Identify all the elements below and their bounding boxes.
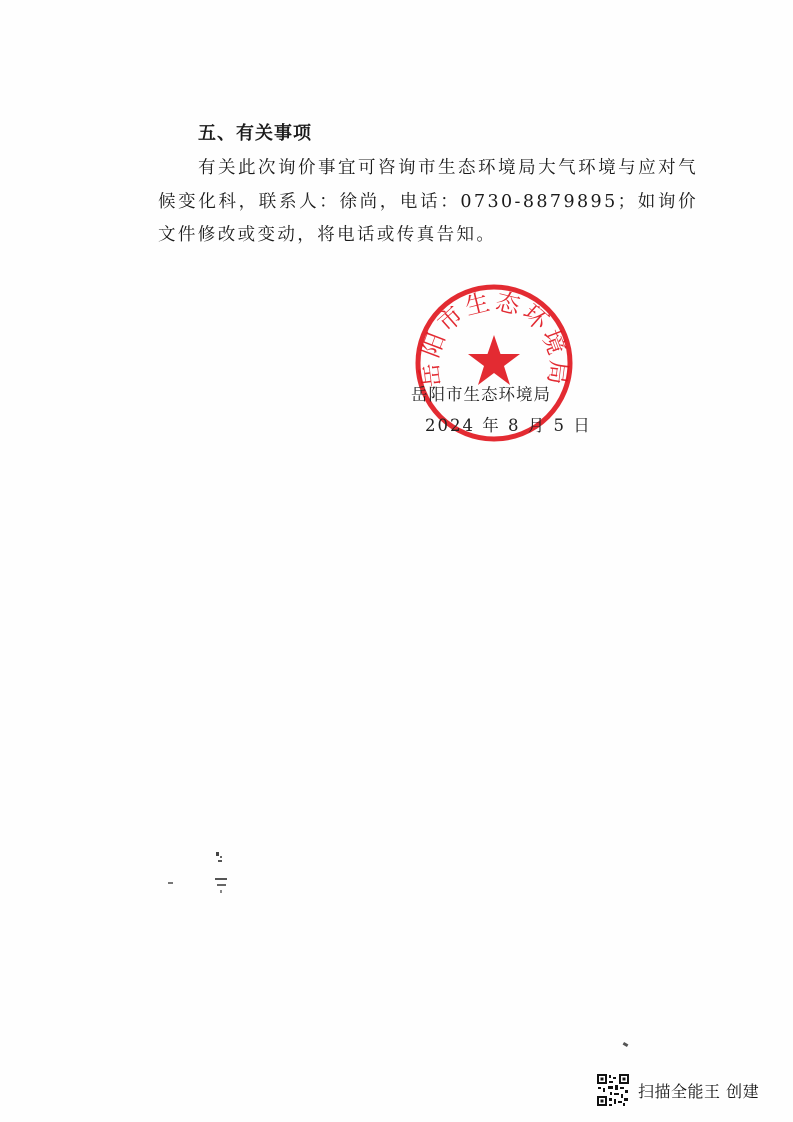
watermark-text: 扫描全能王 创建	[638, 1081, 760, 1101]
section-heading: 五、有关事项	[198, 123, 312, 144]
qr-code-icon	[596, 1073, 630, 1107]
signing-organization: 岳阳市生态环境局	[411, 385, 551, 404]
section-paragraph: 有关此次询价事宜可咨询市生态环境局大气环境与应对气候变化科，联系人：徐尚，电话：0730-8879895；如询价文件修改或变动，将电话或传真告知。	[158, 158, 698, 245]
signing-date: 2024 年 8 月 5 日	[425, 416, 592, 435]
svg-text:岳阳市生态环境局: 岳阳市生态环境局	[414, 287, 574, 390]
scan-mark	[623, 1042, 629, 1047]
scan-noise	[160, 840, 260, 900]
scanner-watermark	[596, 1070, 759, 1110]
